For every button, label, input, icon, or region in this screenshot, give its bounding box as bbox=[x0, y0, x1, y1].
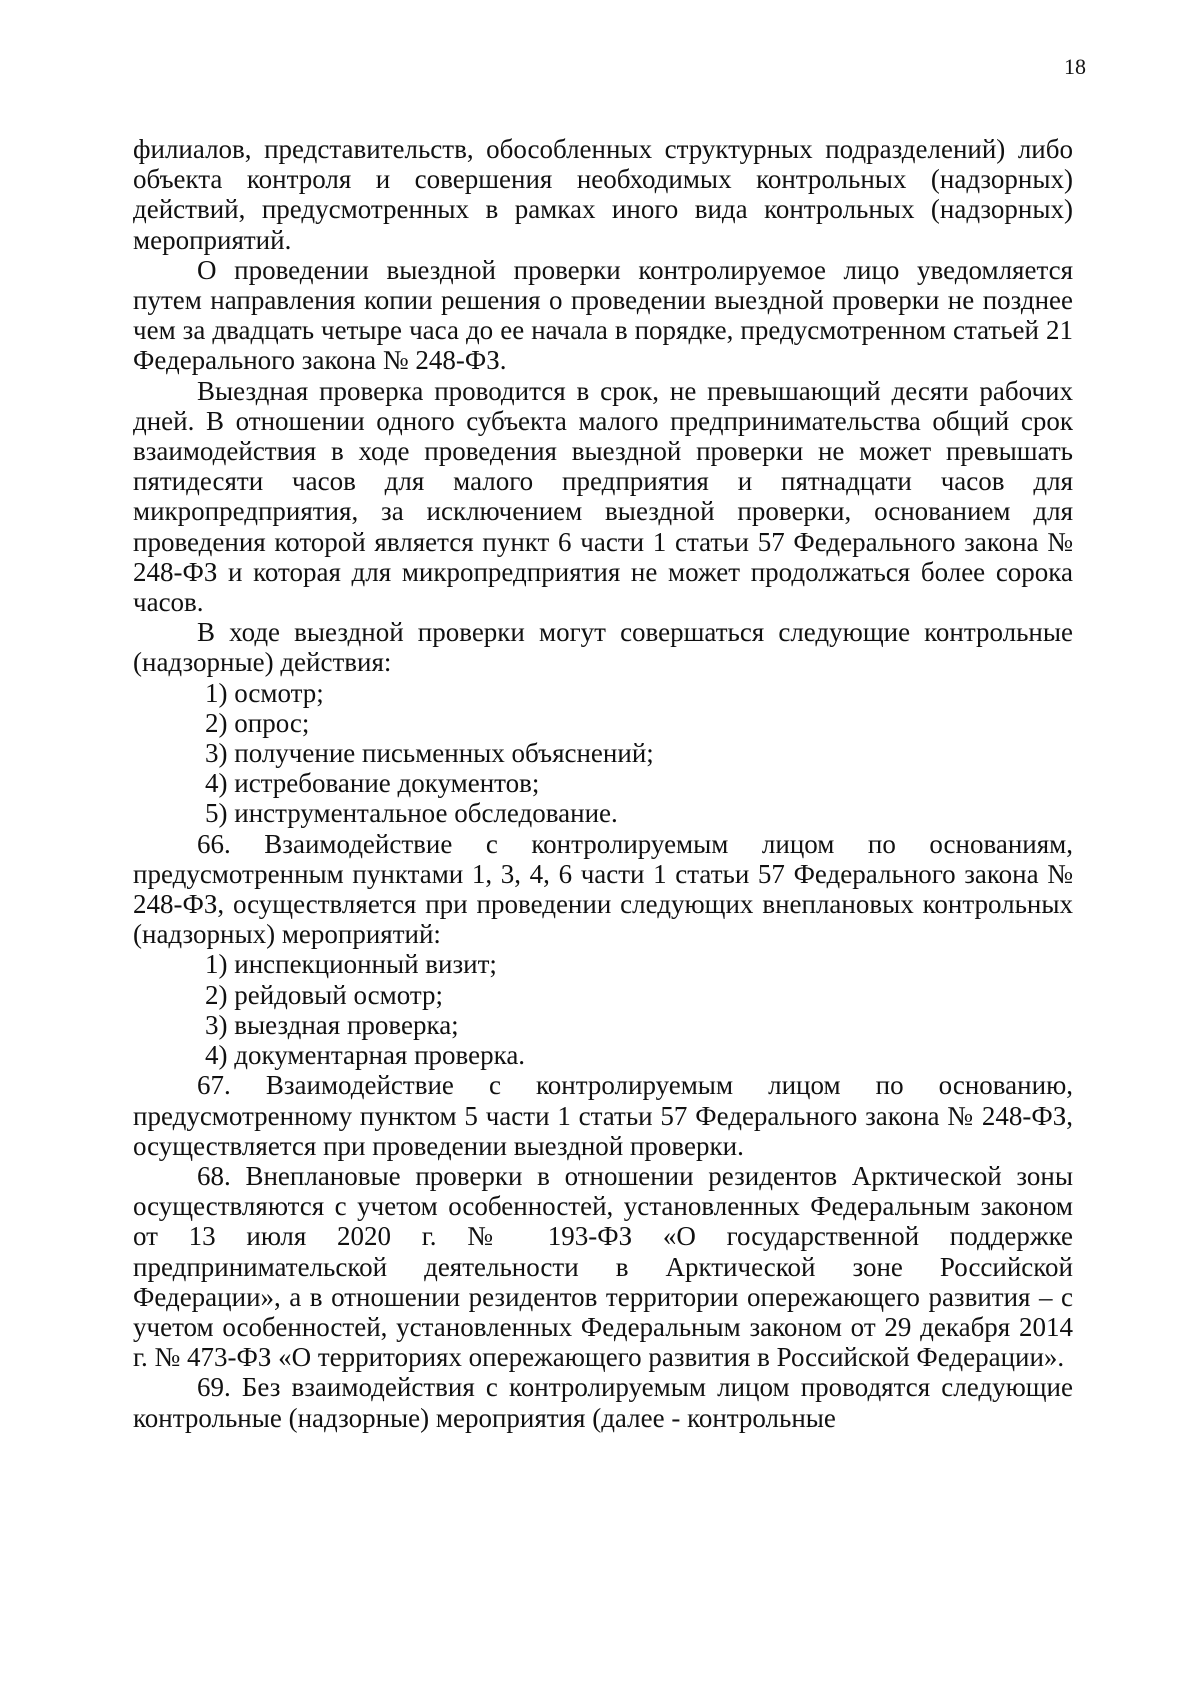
paragraph-continuation: филиалов, представительств, обособленных структурных подразделений) либо объекта контроля и совершения необходимых контрольных (надзорных) действий, предусмотренных в рамках иного вида контрольных (надзорных) мероприятий. bbox=[133, 134, 1073, 255]
paragraph-notification: О проведении выездной проверки контролируемое лицо уведомляется путем направления копии решения о проведении выездной проверки не позднее чем за двадцать четыре часа до ее начала в порядке, предусмотренном статьей 21 Федерального закона № 248-ФЗ. bbox=[133, 254, 1073, 376]
list-item: 3) выездная проверка; bbox=[205, 1009, 459, 1040]
paragraph-69: 69. Без взаимодействия с контролируемым лицом проводятся следующие контрольные (надзорные) мероприятия (далее - контрольные bbox=[133, 1372, 1073, 1433]
page-number: 18 bbox=[1064, 54, 1086, 79]
list-item: 5) инструментальное обследование. bbox=[205, 798, 618, 829]
list-item: 4) документарная проверка. bbox=[205, 1040, 526, 1071]
list-item: 2) рейдовый осмотр; bbox=[205, 979, 444, 1010]
list-item: 2) опрос; bbox=[205, 707, 310, 738]
list-item: 4) истребование документов; bbox=[205, 768, 540, 799]
paragraph-duration: Выездная проверка проводится в срок, не превышающий десяти рабочих дней. В отношении одного субъекта малого предпринимательства общий срок взаимодействия в ходе проведения выездной проверки не может превышать пятидесяти часов для малого предприятия и пятнадцати часов для микропредприятия, за исключением выездной проверки, основанием для проведения которой является пункт 6 части 1 статьи 57 Федерального закона № 248-ФЗ и которая для микропредприятия не может продолжаться более сорока часов. bbox=[133, 375, 1073, 618]
list-item: 1) инспекционный визит; bbox=[205, 949, 497, 980]
list-item: 1) осмотр; bbox=[205, 677, 324, 708]
list-item: 3) получение письменных объяснений; bbox=[205, 738, 654, 769]
paragraph-66: 66. Взаимодействие с контролируемым лицом по основаниям, предусмотренным пунктами 1, 3, 4, 6 части 1 статьи 57 Федерального закона № 248-ФЗ, осуществляется при проведении следующих внеплановых контрольных (надзорных) мероприятий: bbox=[133, 828, 1073, 950]
paragraph-67: 67. Взаимодействие с контролируемым лицом по основанию, предусмотренному пунктом 5 части 1 статьи 57 Федерального закона № 248-ФЗ, осуществляется при проведении выездной проверки. bbox=[133, 1070, 1073, 1161]
paragraph-actions-intro: В ходе выездной проверки могут совершаться следующие контрольные (надзорные) действия: bbox=[133, 617, 1073, 678]
document-body bbox=[133, 134, 1073, 1433]
paragraph-68: 68. Внеплановые проверки в отношении резидентов Арктической зоны осуществляются с учетом особенностей, установленных Федеральным законом от 13 июля 2020 г. № 193-ФЗ «О государственной поддержке предпринимательской деятельности в Арктической зоне Российской Федерации», а в отношении резидентов территории опережающего развития – с учетом особенностей, установленных Федеральным законом от 29 декабря 2014 г. № 473-ФЗ «О территориях опережающего развития в Российской Федерации». bbox=[133, 1160, 1073, 1373]
